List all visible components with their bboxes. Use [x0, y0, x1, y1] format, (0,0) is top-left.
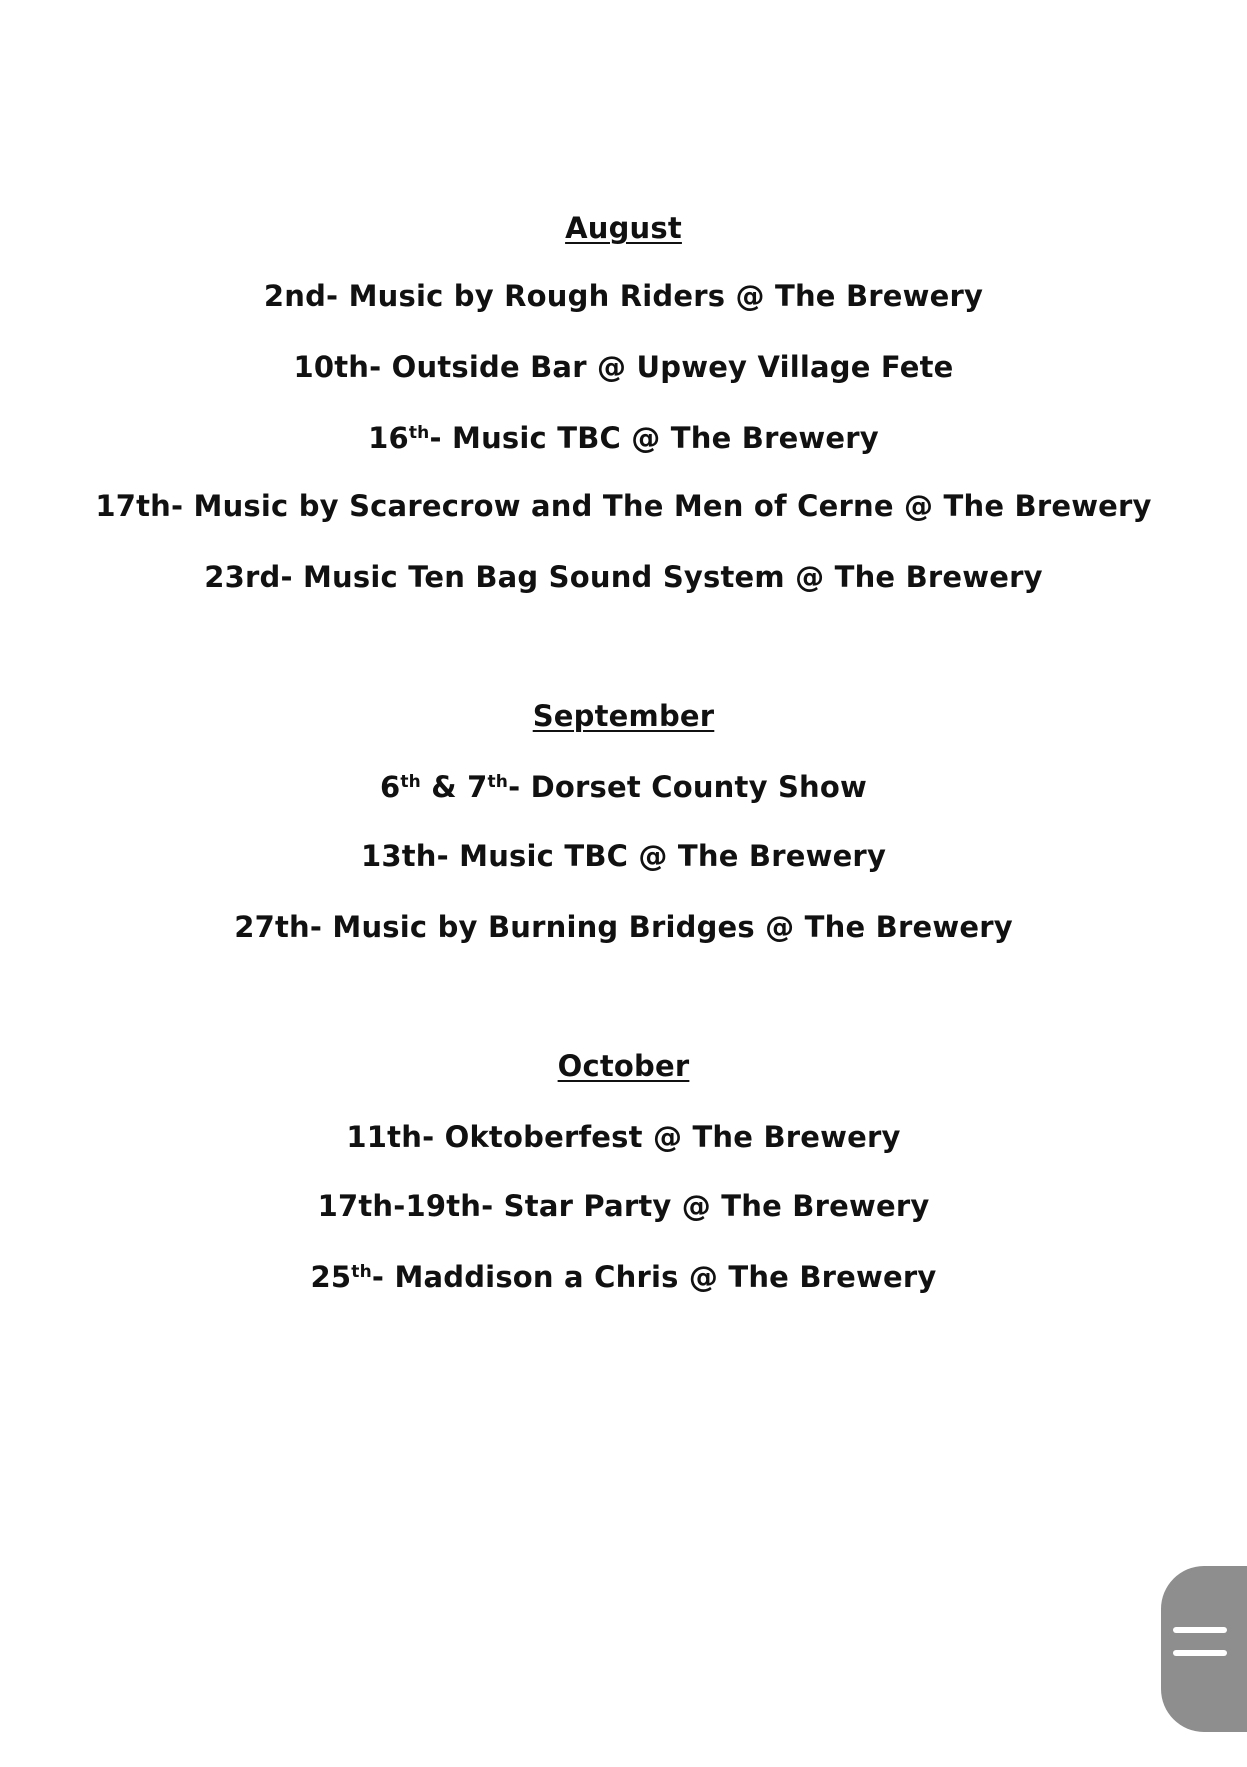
- event-line: [0, 486, 1247, 526]
- event-day: 27th: [234, 910, 310, 944]
- event-text: - Dorset County Show: [508, 770, 868, 804]
- event-line: [0, 347, 1247, 387]
- event-text: - Oktoberfest @ The Brewery: [422, 1120, 901, 1154]
- event-day: 17th: [95, 489, 171, 523]
- event-text: - Music TBC @ The Brewery: [436, 839, 887, 873]
- event-day: 13th: [360, 839, 437, 873]
- event-day: 10th: [293, 350, 370, 384]
- month-heading-october: October: [557, 1049, 690, 1083]
- ordinal-suffix: th: [408, 423, 430, 443]
- ordinal-suffix: th: [400, 772, 421, 792]
- grip-line-top: [1173, 1627, 1227, 1633]
- event-day: 16: [368, 421, 409, 455]
- event-line: [0, 767, 1247, 807]
- event-line: [0, 276, 1247, 316]
- event-text: - Outside Bar @ Upwey Village Fete: [369, 350, 954, 384]
- event-day: 2nd: [263, 279, 327, 313]
- event-text: - Music by Rough Riders @ The Brewery: [326, 279, 984, 313]
- month-heading-september: September: [532, 699, 715, 733]
- event-day: 25: [310, 1260, 352, 1294]
- event-line: [0, 836, 1247, 876]
- grip-line-bottom: [1173, 1650, 1227, 1656]
- month-heading-august: August: [565, 211, 682, 245]
- event-day: 11th: [346, 1120, 423, 1154]
- ordinal-suffix: th: [351, 1262, 372, 1282]
- event-line: [0, 1186, 1247, 1226]
- event-day: 17th-19th: [317, 1189, 482, 1223]
- event-line: [0, 1117, 1247, 1157]
- event-day-second: & 7: [420, 770, 488, 804]
- event-line: [0, 907, 1247, 947]
- scroll-handle[interactable]: [1161, 1566, 1247, 1732]
- ordinal-suffix: th: [487, 772, 509, 792]
- event-text: - Star Party @ The Brewery: [481, 1189, 930, 1223]
- event-line: [0, 1257, 1247, 1297]
- event-text: - Music by Scarecrow and The Men of Cerne @ The Brewery: [171, 489, 1152, 523]
- event-line: [0, 557, 1247, 597]
- event-day: 23rd: [204, 560, 281, 594]
- event-text: - Music by Burning Bridges @ The Brewery: [309, 910, 1013, 944]
- event-text: - Music TBC @ The Brewery: [429, 421, 879, 455]
- event-line: [0, 418, 1247, 458]
- event-text: - Maddison a Chris @ The Brewery: [371, 1260, 937, 1294]
- event-text: - Music Ten Bag Sound System @ The Brewery: [280, 560, 1043, 594]
- event-day: 6: [379, 770, 401, 804]
